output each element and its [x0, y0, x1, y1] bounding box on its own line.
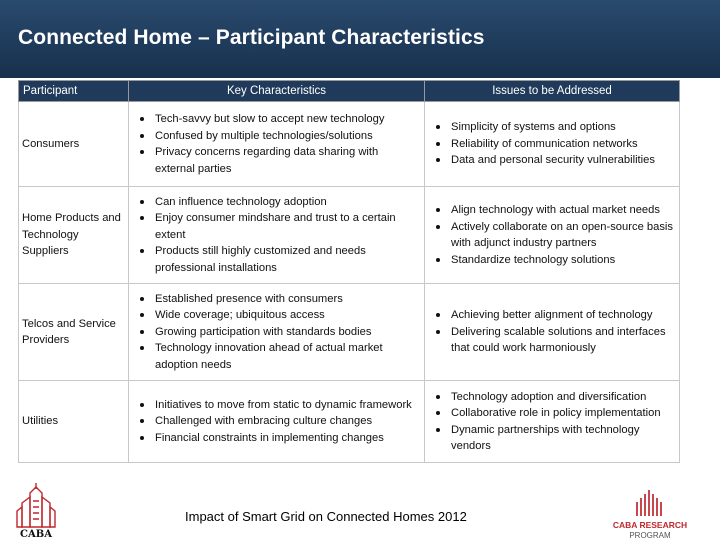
svg-text:PROGRAM: PROGRAM — [629, 531, 671, 540]
participant-cell: Consumers — [19, 102, 129, 187]
list-item: Technology innovation ahead of actual market adoption needs — [129, 340, 418, 373]
column-header-participant: Participant — [19, 81, 129, 102]
list-item: Reliability of communication networks — [425, 136, 673, 153]
list-item: Confused by multiple technologies/solutions — [129, 128, 418, 145]
list-item: Can influence technology adoption — [129, 194, 418, 211]
svg-text:CABA RESEARCH: CABA RESEARCH — [612, 520, 688, 530]
list-item: Products still highly customized and needs professional installations — [129, 243, 418, 276]
list-item: Enjoy consumer mindshare and trust to a certain extent — [129, 210, 418, 243]
characteristics-table — [18, 80, 680, 463]
column-header-issues: Issues to be Addressed — [425, 81, 680, 102]
list-item: Privacy concerns regarding data sharing with external parties — [129, 144, 418, 177]
list-item: Data and personal security vulnerabilities — [425, 152, 673, 169]
issues-cell — [425, 102, 680, 187]
list-item: Technology adoption and diversification — [425, 389, 673, 406]
table-row — [19, 102, 680, 187]
list-item: Growing participation with standards bodies — [129, 324, 418, 341]
list-item: Wide coverage; ubiquitous access — [129, 307, 418, 324]
list-item: Established presence with consumers — [129, 291, 418, 308]
list-item: Financial constraints in implementing changes — [129, 430, 418, 447]
issues-cell — [425, 381, 680, 463]
participant-cell: Telcos and Service Providers — [19, 284, 129, 381]
list-item: Align technology with actual market needs — [425, 202, 673, 219]
title-bar — [0, 0, 720, 78]
caba-logo — [14, 481, 58, 539]
svg-text:CABA: CABA — [20, 529, 52, 539]
list-item: Achieving better alignment of technology — [425, 307, 673, 324]
page-title: Connected Home – Participant Characteristics — [18, 26, 485, 49]
issues-cell — [425, 284, 680, 381]
table-row — [19, 187, 680, 284]
table-row — [19, 381, 680, 463]
issues-cell — [425, 187, 680, 284]
list-item: Delivering scalable solutions and interfaces that could work harmoniously — [425, 324, 673, 357]
list-item: Challenged with embracing culture changes — [129, 413, 418, 430]
table-header-row — [19, 81, 680, 102]
table-row — [19, 284, 680, 381]
list-item: Collaborative role in policy implementation — [425, 405, 673, 422]
participant-cell: Home Products and Technology Suppliers — [19, 187, 129, 284]
caba-research-program-logo — [612, 488, 690, 540]
list-item: Simplicity of systems and options — [425, 119, 673, 136]
participant-cell: Utilities — [19, 381, 129, 463]
footer-caption: Impact of Smart Grid on Connected Homes 2012 — [185, 509, 467, 524]
list-item: Tech-savvy but slow to accept new technology — [129, 111, 418, 128]
characteristics-cell — [129, 187, 425, 284]
list-item: Standardize technology solutions — [425, 252, 673, 269]
column-header-key-characteristics: Key Characteristics — [129, 81, 425, 102]
list-item: Actively collaborate on an open-source basis with adjunct industry partners — [425, 219, 673, 252]
list-item: Initiatives to move from static to dynamic framework — [129, 397, 418, 414]
characteristics-cell — [129, 102, 425, 187]
characteristics-cell — [129, 284, 425, 381]
characteristics-cell — [129, 381, 425, 463]
list-item: Dynamic partnerships with technology vendors — [425, 422, 673, 455]
